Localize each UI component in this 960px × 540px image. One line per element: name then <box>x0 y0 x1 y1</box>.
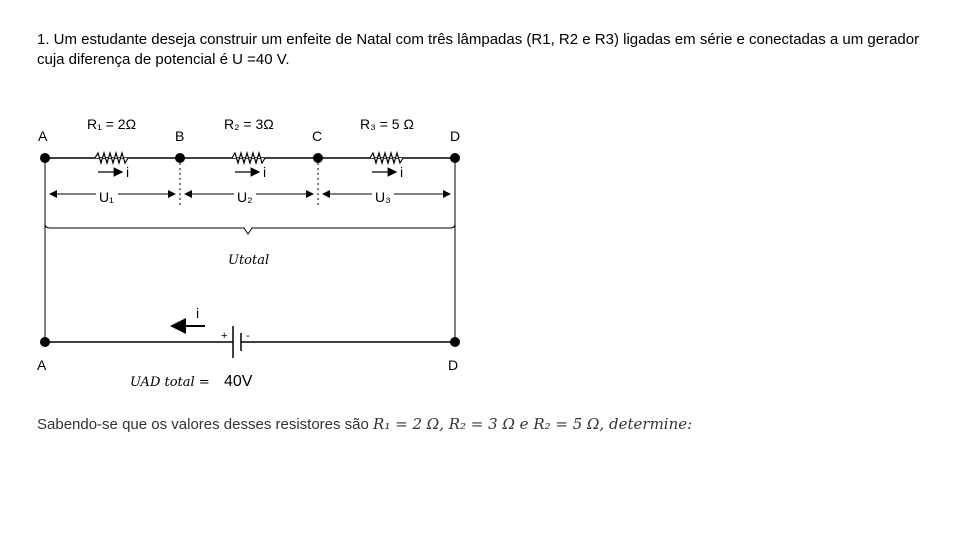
resistor-r1-label: R₁ = 2Ω <box>87 116 137 132</box>
voltage-label-u2: U₂ <box>237 189 253 205</box>
node-d-bottom <box>450 337 460 347</box>
node-a-bottom <box>40 337 50 347</box>
battery-minus: - <box>246 330 250 342</box>
given-values-text <box>37 414 692 435</box>
current-label-r2: i <box>263 164 267 180</box>
source-voltage-label: UAD total = <box>130 375 210 390</box>
node-label-b: B <box>175 128 185 144</box>
given-r3: R₂ = 5 Ω, determine: <box>533 415 693 433</box>
resistor-r2-label: R₂ = 3Ω <box>224 116 274 132</box>
voltage-label-u1: U₁ <box>99 189 114 205</box>
resistor-r3-symbol <box>370 153 403 163</box>
given-prefix: Sabendo-se que os valores desses resistores são <box>37 416 374 433</box>
source-current-label: i <box>196 305 200 321</box>
given-r1: R₁ = 2 Ω, <box>373 415 449 433</box>
total-voltage-brace <box>45 212 455 234</box>
node-label-d-bottom: D <box>448 357 459 373</box>
given-r2: R₂ = 3 Ω e <box>448 415 534 433</box>
resistor-r1-symbol <box>95 153 128 163</box>
node-label-a-top: A <box>38 128 48 144</box>
voltage-label-u3: U₃ <box>375 189 391 205</box>
node-c <box>313 153 323 163</box>
current-label-r1: i <box>126 164 130 180</box>
question-text: 1. Um estudante deseja construir um enfeite de Natal com três lâmpadas (R1, R2 e R3) ligadas em série e conectadas a um gerador cuja diferença de potencial é U =40 V. <box>37 31 920 68</box>
resistor-r3-label: R₃ = 5 Ω <box>360 116 414 132</box>
battery-plus: + <box>221 330 228 342</box>
node-label-c: C <box>312 128 323 144</box>
current-label-r3: i <box>400 164 404 180</box>
node-label-d-top: D <box>450 128 461 144</box>
node-label-a-bottom: A <box>37 357 47 373</box>
node-b <box>175 153 185 163</box>
source-voltage-value: 40V <box>224 373 253 390</box>
total-voltage-label: Utotal <box>228 253 270 268</box>
resistor-r2-symbol <box>232 153 265 163</box>
